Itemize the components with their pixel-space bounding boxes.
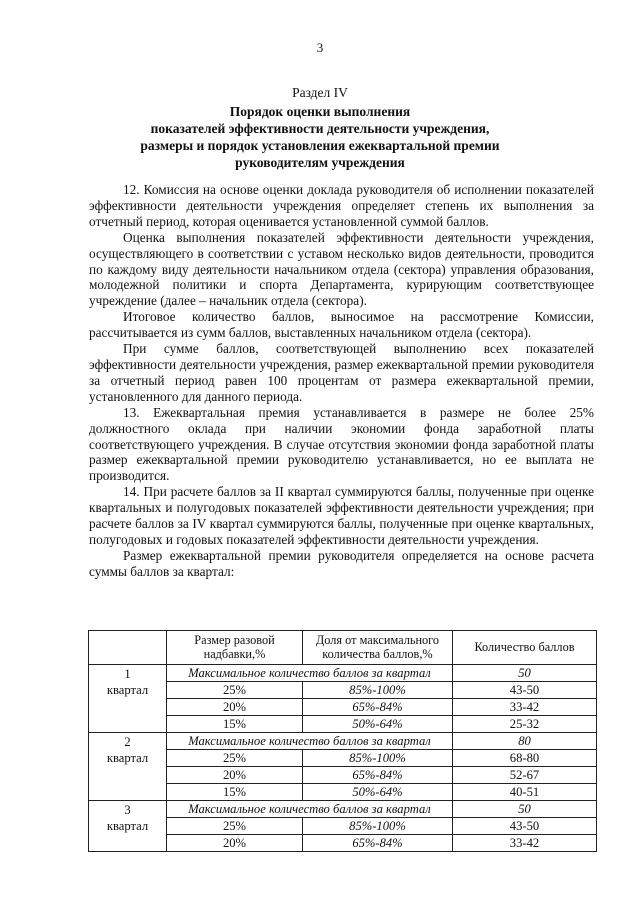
bonus-cell: 25%: [167, 818, 303, 835]
title-line: показателей эффективности деятельности учреждения,: [150, 121, 490, 136]
share-cell: 65%-84%: [303, 699, 453, 716]
table-row: [89, 665, 597, 682]
max-points-label: Максимальное количество баллов за квартал: [167, 665, 453, 682]
share-cell: 65%-84%: [303, 767, 453, 784]
points-cell: 33-42: [453, 835, 597, 852]
share-cell: 85%-100%: [303, 682, 453, 699]
paragraph: Оценка выполнения показателей эффективности деятельности учреждения, осуществляющего в соответствии с уставом несколько видов деятельности, проводится по каждому виду деятельности начальником отдела (сектора) управления образования, молодежной политики и спорта Департамента, курирующим соответствующее учреждение (далее – начальник отдела (сектора).: [89, 229, 594, 309]
share-cell: 65%-84%: [303, 835, 453, 852]
quarter-number: 3: [124, 803, 131, 817]
share-cell: 85%-100%: [303, 750, 453, 767]
title-line: размеры и порядок установления ежеквартальной премии: [140, 138, 500, 153]
share-cell: 85%-100%: [303, 818, 453, 835]
table-header-cell: Размер разовой надбавки,%: [167, 631, 303, 665]
quarter-label: квартал: [106, 751, 149, 765]
title-line: Порядок оценки выполнения: [229, 104, 411, 119]
section-heading: Раздел IV: [292, 85, 348, 100]
bonus-cell: 25%: [167, 682, 303, 699]
paragraph: 13. Ежеквартальная премия устанавливается в размере не более 25% должностного оклада при наличии экономии фонда заработной платы соответствующего учреждения. В случае отсутствия экономии фонда заработной платы размер ежеквартальной премии руководителю устанавливается, но ее выплата не производится.: [89, 404, 594, 484]
points-cell: 40-51: [453, 784, 597, 801]
quarter-cell: [89, 665, 167, 733]
points-cell: 25-32: [453, 716, 597, 733]
paragraph: 14. При расчете баллов за II квартал суммируются баллы, полученные при оценке квартальных и полугодовых показателей эффективности деятельности учреждения; при расчете баллов за IV квартал суммируются баллы, полученные при оценке квартальных, полугодовых и годовых показателей эффективности деятельности учреждения.: [89, 484, 594, 547]
page-number: 3: [316, 40, 324, 55]
quarter-cell: [89, 801, 167, 852]
table-row: [89, 733, 597, 750]
bonus-cell: 15%: [167, 784, 303, 801]
points-cell: 52-67: [453, 767, 597, 784]
points-cell: 43-50: [453, 682, 597, 699]
quarter-number: 2: [124, 735, 131, 749]
max-points-label: Максимальное количество баллов за квартал: [167, 801, 453, 818]
paragraph: Размер ежеквартальной премии руководителя определяется на основе расчета суммы баллов за квартал:: [89, 547, 594, 579]
paragraph: 12. Комиссия на основе оценки доклада руководителя об исполнении показателей эффективности деятельности учреждения определяет степень их выполнения за отчетный период, которая оценивается установленной суммой баллов.: [89, 182, 594, 229]
bonus-table: [88, 630, 597, 852]
section-title: [80, 103, 560, 171]
table-header-cell: Доля от максимального количества баллов,%: [303, 631, 453, 665]
share-cell: 50%-64%: [303, 784, 453, 801]
points-cell: 68-80: [453, 750, 597, 767]
paragraph: Итоговое количество баллов, выносимое на рассмотрение Комиссии, рассчитывается из сумм баллов, выставленных начальником отдела (сектора).: [89, 309, 594, 341]
quarter-number: 1: [124, 667, 131, 681]
table-header-cell: [89, 631, 167, 665]
table-row: [89, 801, 597, 818]
max-points-value: 80: [453, 733, 597, 750]
points-cell: 33-42: [453, 699, 597, 716]
table-header-row: [89, 631, 597, 665]
quarter-label: квартал: [106, 683, 149, 697]
max-points-value: 50: [453, 665, 597, 682]
max-points-label: Максимальное количество баллов за квартал: [167, 733, 453, 750]
quarter-cell: [89, 733, 167, 801]
bonus-cell: 20%: [167, 767, 303, 784]
body-text: [89, 182, 594, 580]
paragraph: При сумме баллов, соответствующей выполнению всех показателей эффективности деятельности учреждения, размер ежеквартальной премии руководителя за отчетный период равен 100 процентам от размера ежеквартальной премии, установленного для данного периода.: [89, 341, 594, 404]
bonus-cell: 20%: [167, 835, 303, 852]
bonus-cell: 20%: [167, 699, 303, 716]
table-header-cell: Количество баллов: [453, 631, 597, 665]
bonus-cell: 15%: [167, 716, 303, 733]
max-points-value: 50: [453, 801, 597, 818]
share-cell: 50%-64%: [303, 716, 453, 733]
quarter-label: квартал: [106, 819, 149, 833]
points-cell: 43-50: [453, 818, 597, 835]
title-line: руководителям учреждения: [235, 155, 405, 170]
bonus-cell: 25%: [167, 750, 303, 767]
